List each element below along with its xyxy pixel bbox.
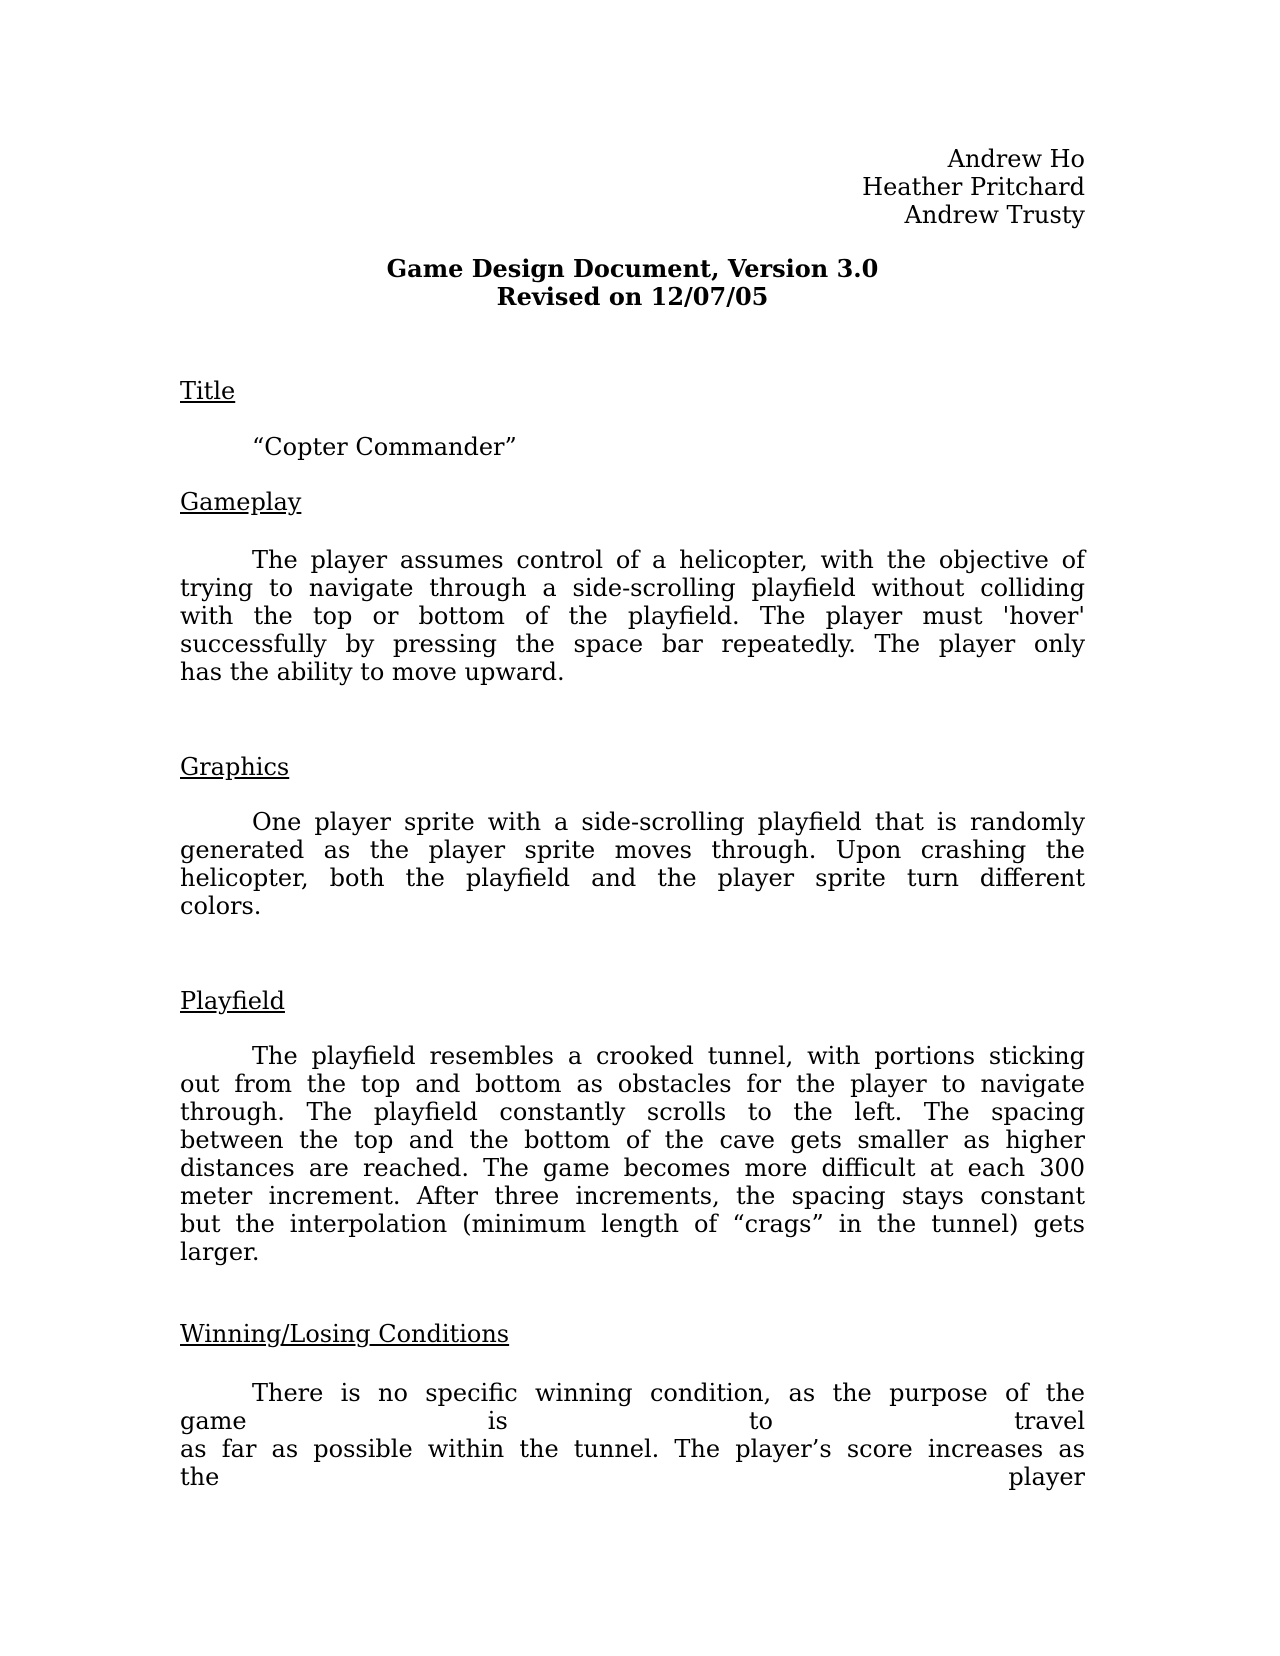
author-list xyxy=(180,0,1085,229)
section-heading-graphics xyxy=(180,753,1085,781)
paragraph-line: colors. xyxy=(180,892,262,920)
game-title-text: “Copter Commander” xyxy=(252,433,517,461)
section-heading-graphics-text: Graphics xyxy=(180,753,290,781)
winning-losing-paragraph xyxy=(180,1379,1085,1491)
paragraph-line: successfully by pressing the space bar repeatedly. The player only xyxy=(180,630,1085,658)
paragraph-line: the player xyxy=(180,1463,1085,1491)
section-heading-title-text: Title xyxy=(180,377,236,405)
document-title-line: Game Design Document, Version 3.0 xyxy=(386,254,879,283)
section-heading-gameplay-text: Gameplay xyxy=(180,488,302,516)
paragraph-line: between the top and the bottom of the cave gets smaller as higher xyxy=(180,1126,1085,1154)
paragraph-line: through. The playfield constantly scrolls to the left. The spacing xyxy=(180,1098,1085,1126)
paragraph-line: There is no specific winning condition, as the purpose of the xyxy=(252,1379,1085,1407)
paragraph-line: larger. xyxy=(180,1238,260,1266)
paragraph-line: distances are reached. The game becomes more difficult at each 300 xyxy=(180,1154,1085,1182)
section-heading-winning-losing-conditions xyxy=(180,1320,1085,1348)
section-heading-playfield-text: Playfield xyxy=(180,987,285,1015)
paragraph-line: out from the top and bottom as obstacles for the player to navigate xyxy=(180,1070,1085,1098)
paragraph-line: generated as the player sprite moves through. Upon crashing the xyxy=(180,836,1085,864)
paragraph-line: but the interpolation (minimum length of “crags” in the tunnel) gets xyxy=(180,1210,1085,1238)
paragraph-line: meter increment. After three increments, the spacing stays constant xyxy=(180,1182,1085,1210)
paragraph-line: with the top or bottom of the playfield. The player must 'hover' xyxy=(180,602,1085,630)
paragraph-line: as far as possible within the tunnel. The player’s score increases as xyxy=(180,1435,1085,1463)
section-heading-gameplay xyxy=(180,488,1085,516)
section-heading-title xyxy=(180,377,1085,405)
document-title xyxy=(180,255,1085,311)
section-heading-winning-losing-conditions-text: Winning/Losing Conditions xyxy=(180,1320,510,1348)
playfield-paragraph xyxy=(180,1042,1085,1266)
author-name: Andrew Trusty xyxy=(904,201,1085,229)
paragraph-line: trying to navigate through a side-scrolling playfield without colliding xyxy=(180,574,1085,602)
document-content xyxy=(180,0,1085,1491)
document-revision-line: Revised on 12/07/05 xyxy=(496,282,769,311)
paragraph-line: One player sprite with a side-scrolling playfield that is randomly xyxy=(252,808,1085,836)
paragraph-line: The player assumes control of a helicopter, with the objective of xyxy=(252,546,1085,574)
paragraph-line: The playfield resembles a crooked tunnel, with portions sticking xyxy=(252,1042,1085,1070)
paragraph-line: helicopter, both the playfield and the player sprite turn different xyxy=(180,864,1085,892)
paragraph-line: has the ability to move upward. xyxy=(180,658,565,686)
section-heading-playfield xyxy=(180,987,1085,1015)
gameplay-paragraph xyxy=(180,546,1085,686)
graphics-paragraph xyxy=(180,808,1085,920)
author-name: Heather Pritchard xyxy=(862,173,1085,201)
paragraph-line: game is to travel xyxy=(180,1407,1085,1435)
author-name: Andrew Ho xyxy=(947,145,1085,173)
